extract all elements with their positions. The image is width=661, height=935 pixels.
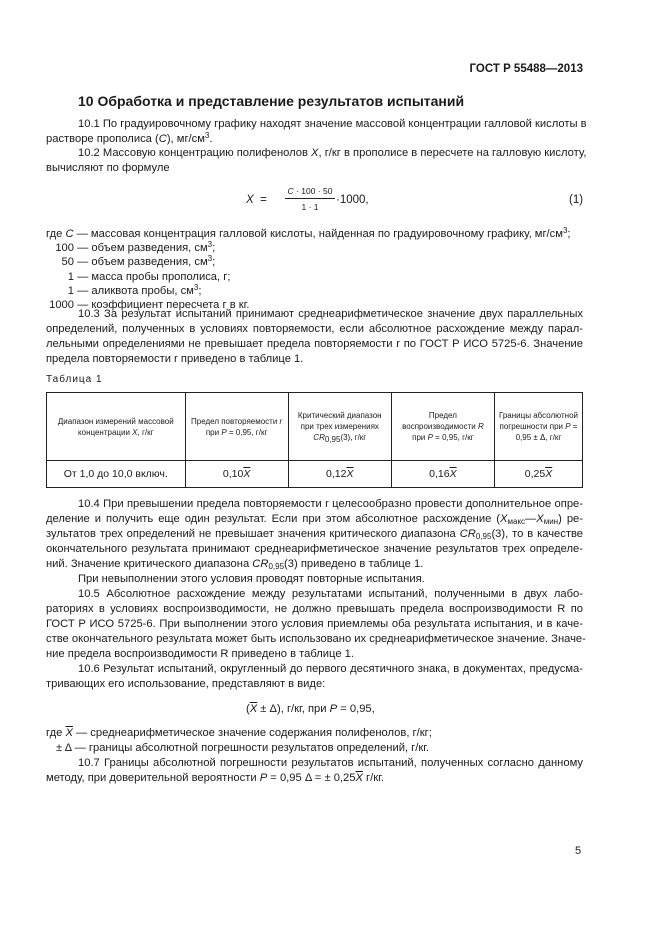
- table-cell: От 1,0 до 10,0 включ.: [47, 461, 186, 488]
- table-header-cell: Предел воспроизводимости R при P = 0,95, г/кг: [391, 393, 494, 461]
- table-1: [46, 392, 583, 488]
- document-header: ГОСТ Р 55488—2013: [469, 63, 583, 75]
- table-cell: $0,16\overline{X}$: [391, 461, 494, 488]
- table-cell: $0,25\overline{X}$: [494, 461, 582, 488]
- section-title: 10 Обработка и представление результатов испытаний: [78, 93, 465, 109]
- result-formula: $(\overline{X} \pm \Delta)$, г/кг, при P = 0,95,: [246, 703, 375, 715]
- table-caption: Таблица 1: [46, 374, 103, 385]
- table-header-cell: Критический диапазон при трех измерениях $CR_{0,95}(3)$, г/кг: [288, 393, 391, 461]
- table-header-cell: Предел повторяемости r при P = 0,95, г/кг: [185, 393, 288, 461]
- table-cell: $0,10\overline{X}$: [185, 461, 288, 488]
- table-header-cell: Границы абсолютной погрешности при P = 0,95 ± Δ, г/кг: [494, 393, 582, 461]
- table-header-cell: Диапазон измерений массовой концентрации X, г/кг: [47, 393, 186, 461]
- page-number: 5: [575, 845, 582, 857]
- table-cell: $0,12\overline{X}$: [288, 461, 391, 488]
